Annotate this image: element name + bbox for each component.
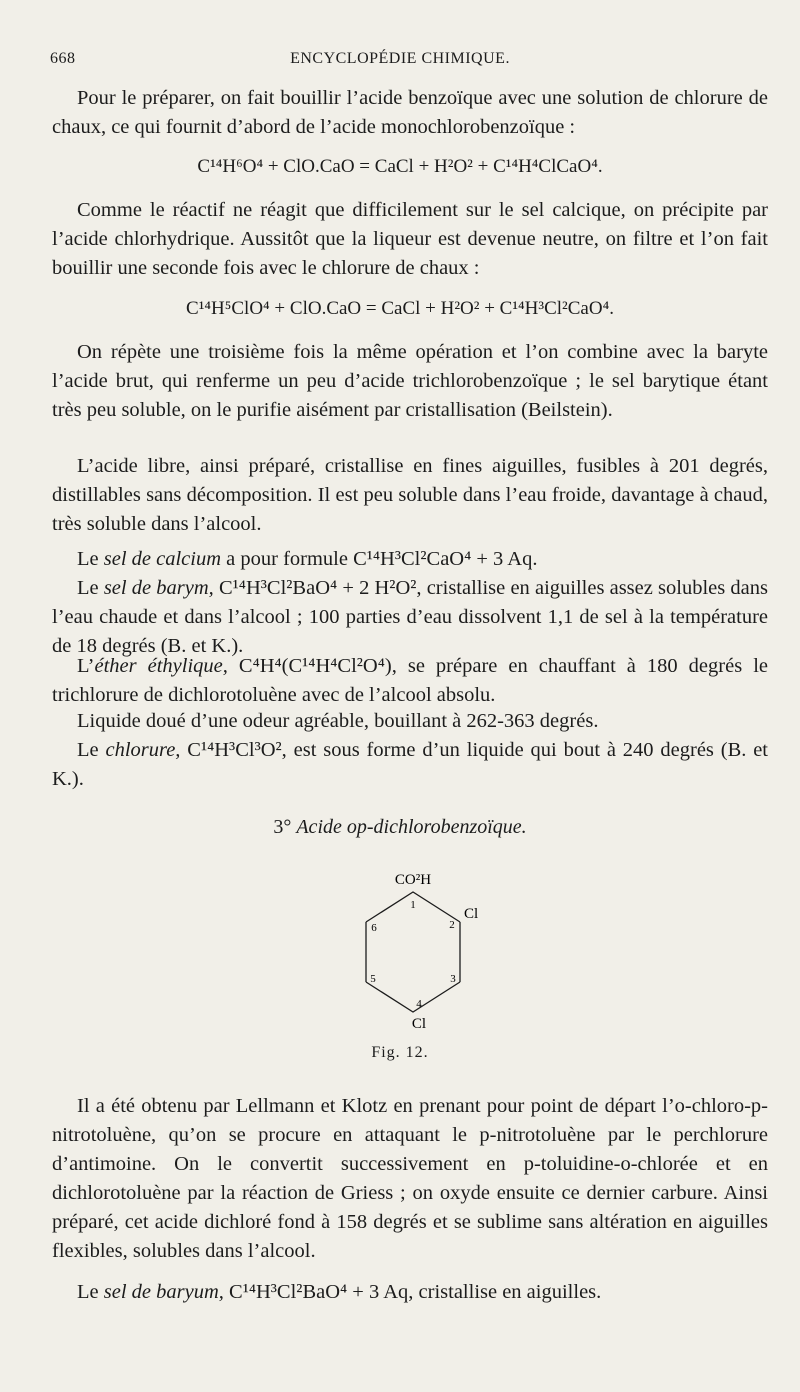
section-title: Acide op-dichlorobenzoïque. — [296, 816, 527, 838]
text-run: C¹⁴H³Cl²BaO⁴ + 3 Aq, cristallise en aiguilles. — [223, 1281, 602, 1303]
formula: C¹⁴H⁵ClO⁴ + ClO.CaO = CaCl + H²O² + C¹⁴H³Cl²CaO⁴. — [186, 298, 614, 319]
section-heading — [0, 816, 800, 839]
italic-term: éther éthylique, — [94, 655, 228, 677]
text-run: Le — [77, 548, 104, 570]
benzene-ring-figure — [340, 862, 500, 1042]
italic-term: sel de calcium — [103, 548, 222, 570]
position-label-3: 3 — [450, 973, 456, 985]
text-run: Le — [77, 577, 104, 599]
chlorine-label-2: Cl — [464, 906, 479, 922]
position-label-5: 5 — [370, 973, 376, 985]
text-run: Le — [77, 1281, 104, 1303]
italic-term: sel de barym, — [103, 577, 214, 599]
paragraph: Comme le réactif ne réagit que difficilement sur le sel calcique, on précipite par l’acide chlorhydrique. Aussitôt que la liqueur est devenue neutre, on filtre et l’on fait bouillir une seconde fois avec le chlorure de chaux : — [52, 199, 768, 279]
text-run: C¹⁴H³Cl³O², est sous forme d’un liquide qui bout à 240 degrés (B. et K.). — [52, 739, 768, 790]
paragraph: Pour le préparer, on fait bouillir l’acide benzoïque avec une solution de chlorure de chaux, ce qui fournit d’abord de l’acide monochlorobenzoïque : — [52, 87, 768, 138]
paragraph: Liquide doué d’une odeur agréable, bouillant à 262-363 degrés. — [77, 710, 599, 732]
position-label-4: 4 — [416, 998, 422, 1010]
text-run: C¹⁴H³Cl²BaO⁴ + 2 H²O², cristallise en aiguilles assez solubles dans l’eau chaude et dans l’alcool ; 100 parties d’eau dissolvent 1,1 de sel à la température de 18 degrés (B. et K.). — [52, 577, 768, 657]
italic-term: chlorure, — [105, 739, 181, 761]
formula: C¹⁴H⁶O⁴ + ClO.CaO = CaCl + H²O² + C¹⁴H⁴ClCaO⁴. — [197, 156, 603, 177]
paragraph — [52, 652, 768, 710]
figure-caption: Fig. 12. — [371, 1044, 429, 1061]
position-label-6: 6 — [371, 922, 377, 934]
page-number: 668 — [50, 50, 76, 67]
paragraph — [52, 574, 768, 661]
paragraph — [52, 1278, 768, 1307]
section-number: 3° — [273, 816, 292, 838]
paragraph: On répète une troisième fois la même opération et l’on combine avec la baryte l’acide brut, qui renferme un peu d’acide trichlorobenzoïque ; le sel barytique étant très peu soluble, on le purifie aisément par cristallisation (Beilstein). — [52, 341, 768, 421]
paragraph — [52, 545, 768, 574]
text-run: C⁴H⁴(C¹⁴H⁴Cl²O⁴), se prépare en chauffant à 180 degrés le trichlorure de dichlorotoluène avec de l’alcool absolu. — [52, 655, 768, 706]
text-run: a pour formule C¹⁴H³Cl²CaO⁴ + 3 Aq. — [221, 548, 538, 570]
position-label-2: 2 — [449, 919, 455, 931]
position-label-1: 1 — [410, 899, 416, 911]
text-run: L’ — [77, 655, 95, 677]
text-run: Le — [77, 739, 106, 761]
carboxyl-group-label: CO²H — [394, 872, 432, 888]
paragraph — [52, 736, 768, 794]
paragraph: L’acide libre, ainsi préparé, cristallise en fines aiguilles, fusibles à 201 degrés, distillables sans décomposition. Il est peu soluble dans l’eau froide, davantage à chaud, très soluble dans l’alcool. — [52, 455, 768, 535]
italic-term: sel de baryum, — [103, 1281, 224, 1303]
running-title: ENCYCLOPÉDIE CHIMIQUE. — [290, 50, 510, 67]
paragraph: Il a été obtenu par Lellmann et Klotz en prenant pour point de départ l’o-chloro-p-nitrotoluène, qu’on se procure en attaquant le p-nitrotoluène par le perchlorure d’antimoine. On le convertit successivement en p-toluidine-o-chlorée et en dichlorotoluène par la réaction de Griess ; on oxyde ensuite ce dernier carbure. Ainsi préparé, cet acide dichloré fond à 158 degrés et se sublime sans altération en aiguilles flexibles, solubles dans l’alcool. — [52, 1095, 768, 1262]
chlorine-label-4: Cl — [411, 1016, 427, 1032]
ring-edge — [366, 982, 460, 1012]
